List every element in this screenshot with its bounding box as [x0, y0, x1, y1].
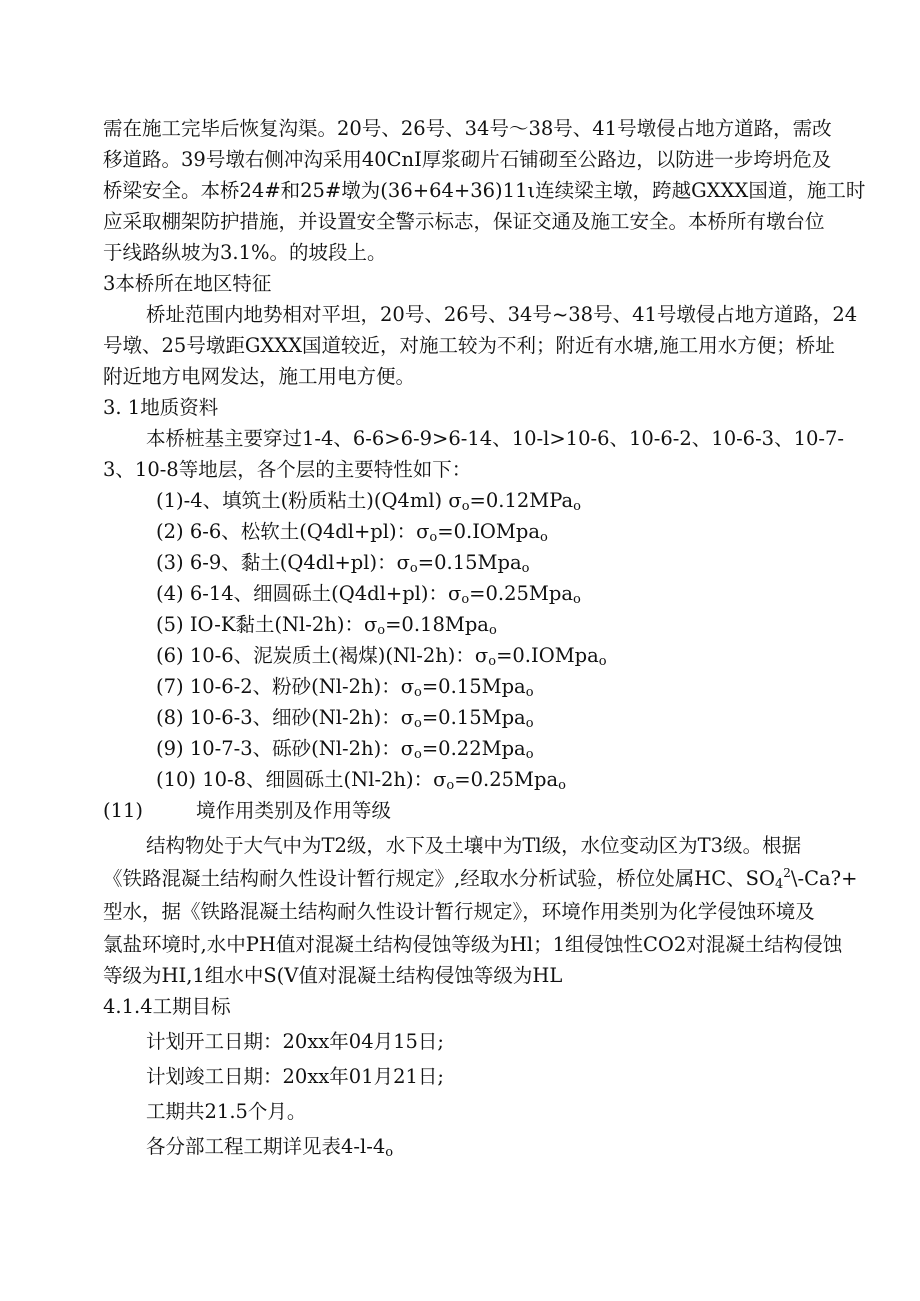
intro-line-2: 移道路。39号墩右侧冲沟采用40CnI厚浆砌片石铺砌至公路边，以防进一步垮坍危及	[103, 148, 832, 171]
section-11-number: (11)	[103, 799, 144, 822]
soil-layer-item: (5) IO-K黏土(Nl-2h)：$\sigma_o=0.18Mpa_o$	[156, 613, 497, 638]
section-11-line-4: 氯盐环境时,水中PH值对混凝土结构侵蚀等级为Hl；1组侵蚀性CO2对混凝土结构侵蚀	[103, 933, 843, 956]
planned-end-date: 计划竣工日期：20xx年01月21日;	[146, 1065, 445, 1088]
soil-layer-item: (10) 10-8、细圆砾土(Nl-2h)：$\sigma_o=0.25Mpa_o$	[156, 768, 566, 793]
section-3-heading: 3本桥所在地区特征	[103, 272, 272, 295]
soil-layer-item: (3) 6-9、黏土(Q4dl+pl)：$\sigma_o=0.15Mpa_o$	[156, 551, 530, 576]
section-11-line-5: 等级为HI,1组水中S(V值对混凝土结构侵蚀等级为HL	[103, 964, 563, 987]
soil-layer-item: (2) 6-6、松软土(Q4dl+pl)：$\sigma_o=0.IOMpa_o$	[156, 520, 548, 545]
planned-start-date: 计划开工日期：20xx年04月15日;	[146, 1030, 445, 1053]
total-duration: 工期共21.5个月。	[146, 1100, 307, 1123]
soil-layer-item: (6) 10-6、泥炭质土(褐煤)(Nl-2h)：$\sigma_o=0.IOMpa_o$	[156, 644, 607, 669]
intro-line-5: 于线路纵坡为3.1%。的坡段上。	[103, 241, 387, 264]
soil-layer-item: (7) 10-6-2、粉砂(Nl-2h)：$\sigma_o=0.15Mpa_o$	[156, 675, 534, 700]
soil-layer-item: (9) 10-7-3、砾砂(Nl-2h)：$\sigma_o=0.22Mpa_o$	[156, 737, 534, 762]
intro-line-1: 需在施工完毕后恢复沟渠。20号、26号、34号～38号、41号墩侵占地方道路，需改	[103, 117, 832, 140]
section-3-1-heading: 3. 1地质资料	[103, 396, 219, 419]
soil-layer-item: (4) 6-14、细圆砾土(Q4dl+pl)：$\sigma_o=0.25Mpa_o$	[156, 582, 581, 607]
soil-layer-item: (8) 10-6-3、细砂(Nl-2h)：$\sigma_o=0.15Mpa_o$	[156, 706, 534, 731]
section-3-line-1: 桥址范围内地势相对平坦，20号、26号、34号~38号、41号墩侵占地方道路，24	[146, 303, 858, 326]
section-3-1-line-2: 3、10-8等地层，各个层的主要特性如下：	[103, 458, 472, 481]
section-3-line-3: 附近地方电网发达，施工用电方便。	[103, 365, 416, 388]
section-11-line-1: 结构物处于大气中为T2级，水下及土壤中为Tl级，水位变动区为T3级。根据	[146, 834, 802, 857]
table-reference: 各分部工程工期详见表$4-l-4_o$	[146, 1135, 394, 1160]
section-3-1-line-1: 本桥桩基主要穿过1-4、6-6>6-9>6-14、10-l>10-6、10-6-2、10-6-3、10-7-	[146, 427, 844, 450]
section-11-line-3: 型水，据《铁路混凝土结构耐久性设计暂行规定》，环境作用类别为化学侵蚀环境及	[103, 900, 815, 923]
intro-line-4: 应采取棚架防护措施，并设置安全警示标志，保证交通及施工安全。本桥所有墩台位	[103, 210, 825, 233]
section-11-line-2: 《铁路混凝土结构耐久性设计暂行规定》,经取水分析试验，桥位处属HC、$SO_4^2\backslash-Ca?+$	[103, 866, 858, 892]
intro-line-3: 桥梁安全。本桥24#和25#墩为(36+64+36)11ι连续梁主墩，跨越GXXX国道，施工时	[103, 179, 866, 202]
section-11-heading: 境作用类别及作用等级	[196, 799, 392, 822]
section-3-line-2: 号墩、25号墩距GXXX国道较近，对施工较为不利；附近有水塘,施工用水方便；桥址	[103, 334, 835, 357]
section-4-1-4-heading: 4.1.4工期目标	[103, 995, 231, 1018]
soil-layer-item: (1)-4、填筑土(粉质粘土)(Q4ml) $\sigma_o=0.12MPa_o$	[156, 489, 581, 514]
